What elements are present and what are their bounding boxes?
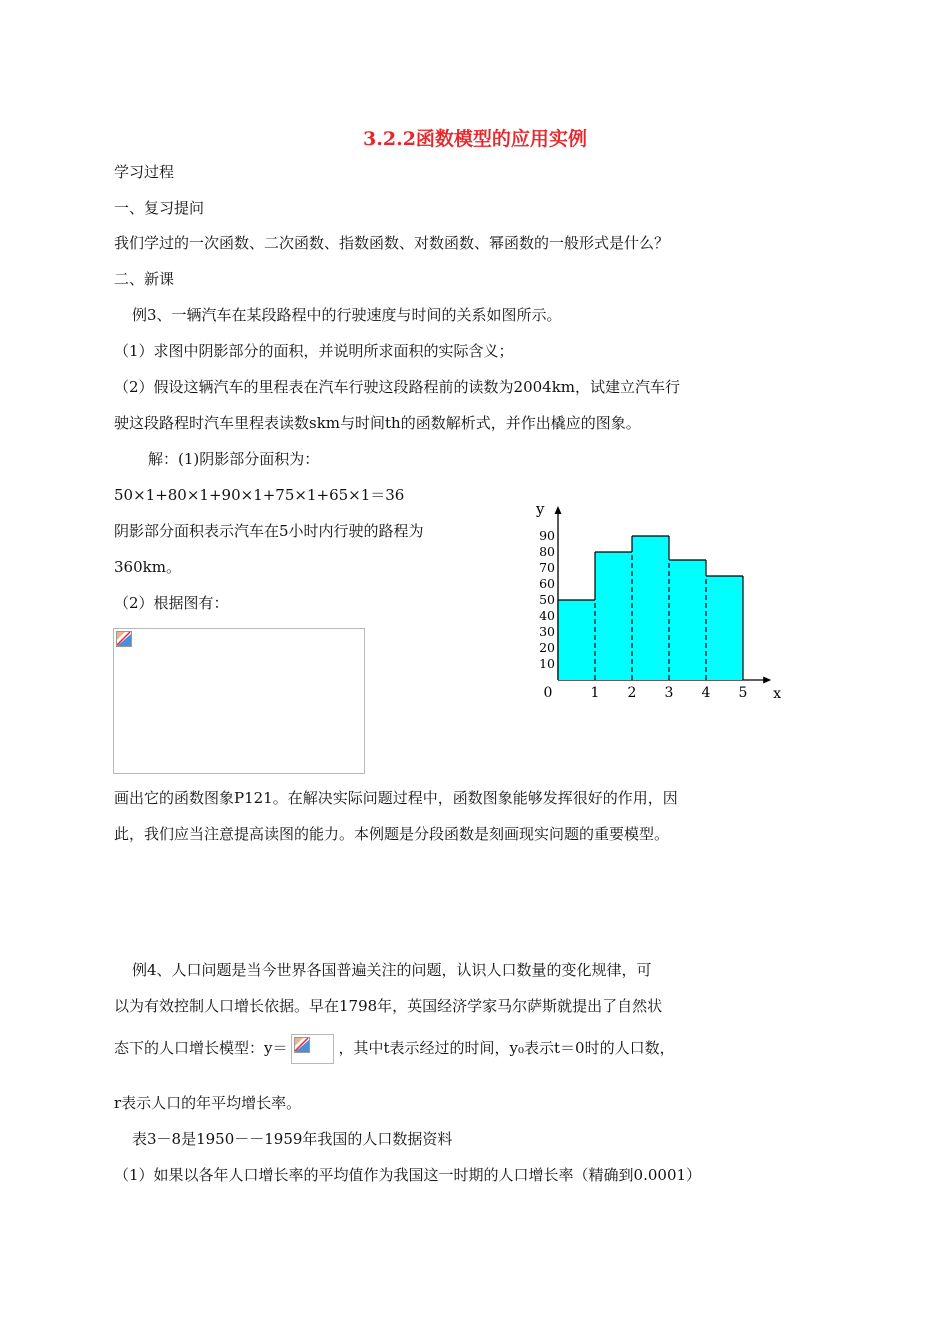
broken-image-icon <box>116 631 132 647</box>
section-label: 学习过程 <box>114 163 175 181</box>
section-heading: 二、新课 <box>114 270 175 288</box>
broken-image-icon <box>294 1037 310 1053</box>
solution-heading: 解：(1)阴影部分面积为： <box>148 450 320 468</box>
x-tick-label: 1 <box>590 685 600 701</box>
x-axis-label: x <box>773 686 782 702</box>
x-tick-label: 5 <box>738 685 748 701</box>
y-tick-label: 70 <box>539 560 555 575</box>
y-axis-label: y <box>536 500 545 518</box>
page-title: 3.2.2函数模型的应用实例 <box>363 128 587 150</box>
y-tick-label: 40 <box>539 608 555 623</box>
y-axis-arrow <box>555 506 562 514</box>
paragraph: 阴影部分面积表示汽车在5小时内行驶的路程为 <box>114 522 424 540</box>
speed-time-chart <box>530 474 795 709</box>
paragraph: r表示人口的年平均增长率。 <box>114 1094 302 1112</box>
paragraph: 我们学过的一次函数、二次函数、指数函数、对数函数、幂函数的一般形式是什么？ <box>114 234 670 252</box>
paragraph: 画出它的函数图象P121。在解决实际问题过程中，函数图象能够发挥很好的作用，因 <box>114 789 678 807</box>
missing-formula-image <box>291 1034 334 1064</box>
formula: 50×1+80×1+90×1+75×1+65×1＝36 <box>114 486 405 504</box>
y-tick-label: 20 <box>539 640 555 655</box>
y-tick-label: 30 <box>539 624 555 639</box>
paragraph-text: ，其中t表示经过的时间，y₀表示t＝0时的人口数， <box>338 1039 675 1057</box>
section-heading: 一、复习提问 <box>114 199 205 217</box>
chart-bar <box>632 536 669 680</box>
paragraph-with-formula <box>114 1034 675 1064</box>
paragraph-text: 态下的人口增长模型：y＝ <box>114 1039 288 1057</box>
x-axis-arrow <box>763 677 771 684</box>
example-3-intro: 例3、一辆汽车在某段路程中的行驶速度与时间的关系如图所示。 <box>132 306 562 324</box>
paragraph: （2）根据图有： <box>114 594 229 612</box>
x-tick-label: 2 <box>627 685 637 701</box>
paragraph: 以为有效控制人口增长依据。早在1798年，英国经济学家马尔萨斯就提出了自然状 <box>114 997 663 1015</box>
question-1: （1）如果以各年人口增长率的平均值作为我国这一时期的人口增长率（精确到0.0001） <box>114 1166 702 1184</box>
y-tick-label: 10 <box>539 656 555 671</box>
chart-bar <box>669 560 706 680</box>
example-4-intro: 例4、人口问题是当今世界各国普遍关注的问题，认识人口数量的变化规律，可 <box>132 961 652 979</box>
paragraph: 此，我们应当注意提高读图的能力。本例题是分段函数是刻画现实问题的重要模型。 <box>114 825 670 843</box>
paragraph: 表3－8是1950－－1959年我国的人口数据资料 <box>132 1130 453 1148</box>
question-2-cont: 驶这段路程时汽车里程表读数skm与时间th的函数解析式，并作出橇应的图象。 <box>114 414 641 432</box>
question-2: （2）假设这辆汽车的里程表在汽车行驶这段路程前的读数为2004km，试建立汽车行 <box>114 378 681 396</box>
x-tick-label: 0 <box>543 685 553 701</box>
chart-bar <box>558 600 595 680</box>
question-1: （1）求图中阴影部分的面积，并说明所求面积的实际含义； <box>114 342 514 360</box>
y-tick-label: 60 <box>539 576 555 591</box>
chart-bar <box>706 576 743 680</box>
missing-formula-image <box>113 628 365 774</box>
paragraph: 360km。 <box>114 558 181 576</box>
y-tick-label: 80 <box>539 544 555 559</box>
x-tick-label: 3 <box>664 685 674 701</box>
x-tick-label: 4 <box>701 685 711 701</box>
y-tick-label: 50 <box>539 592 555 607</box>
y-tick-label: 90 <box>539 528 555 543</box>
chart-bar <box>595 552 632 680</box>
